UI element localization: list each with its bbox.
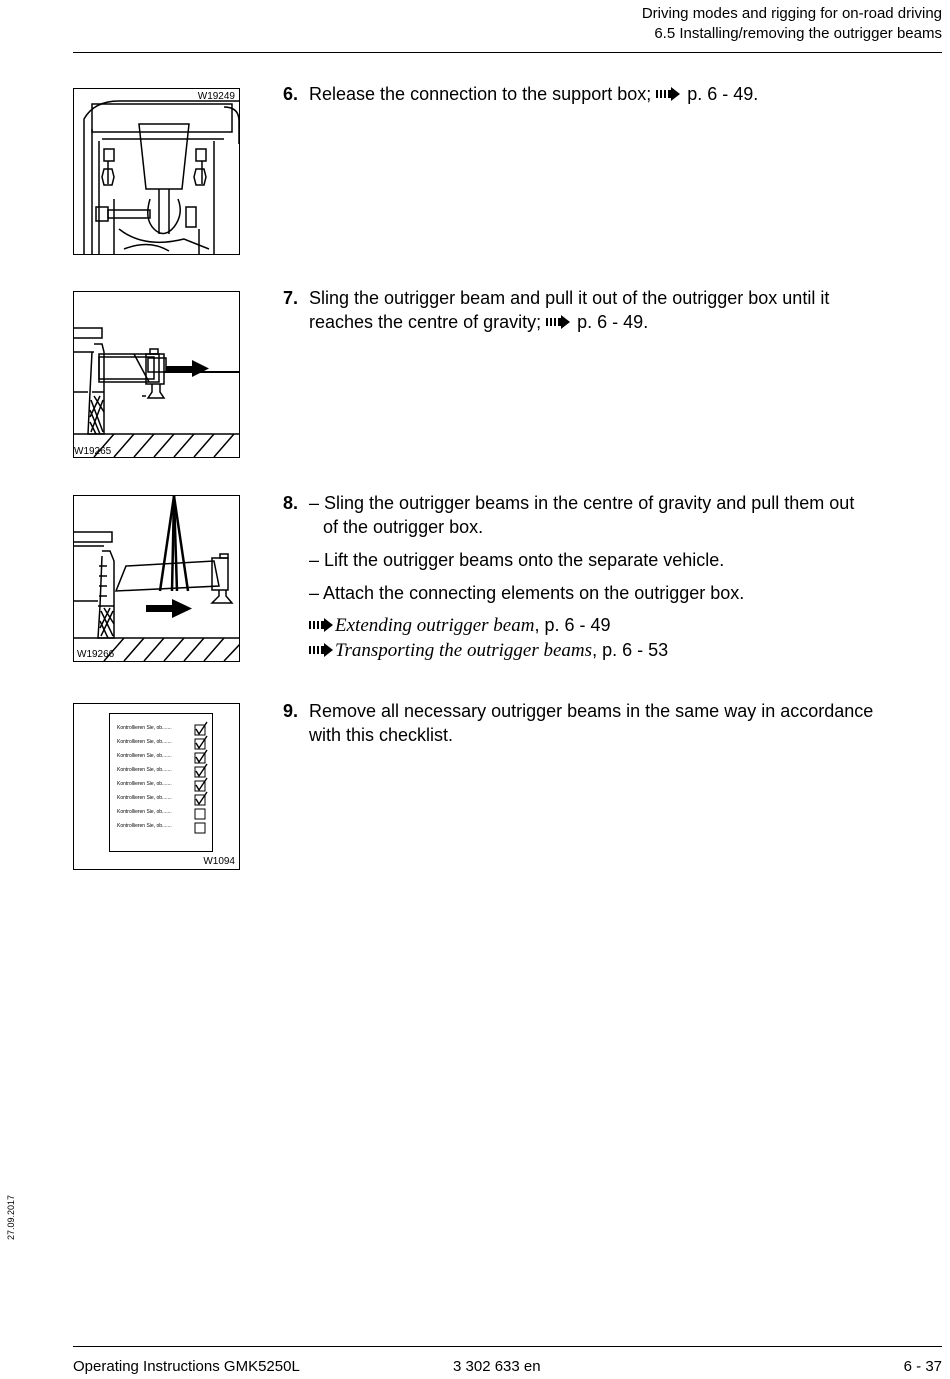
footer-rule <box>73 1346 942 1347</box>
step-number: 7. <box>283 288 299 308</box>
checklist-row <box>117 752 209 764</box>
figure-id: W19266 <box>77 649 115 660</box>
checklist-label: Kontrollieren Sie, ob....... <box>117 725 172 731</box>
reference-page: , p. 6 - 49 <box>534 615 611 635</box>
step-number: 8. <box>283 493 299 513</box>
figure-id: W1094 <box>203 856 235 867</box>
revision-date: 27.09.2017 <box>6 1194 16 1240</box>
support-box-connection-illustration <box>74 89 240 255</box>
figure-id: W19249 <box>197 91 235 102</box>
checklist-row <box>117 822 209 834</box>
reference-arrow-icon <box>309 618 333 632</box>
cross-reference-1[interactable] <box>309 613 611 638</box>
reference-arrow-icon <box>546 315 570 329</box>
checked-box-icon <box>194 750 208 764</box>
figure-step-6 <box>73 88 240 255</box>
step-text-line-2: with this checklist. <box>309 725 454 745</box>
empty-box-icon <box>194 820 208 834</box>
checklist-label: Kontrollieren Sie, ob....... <box>117 781 172 787</box>
outrigger-sling-lift-illustration <box>74 496 240 662</box>
checked-box-icon <box>194 722 208 736</box>
step-text-line-2: reaches the centre of gravity; <box>309 312 542 332</box>
step-8-substep-1 <box>309 491 854 539</box>
header-section: 6.5 Installing/removing the outrigger beams <box>654 25 942 42</box>
checklist-sheet <box>109 713 213 852</box>
step-text-line-1: Remove all necessary outrigger beams in the same way in accordance <box>309 701 874 721</box>
checklist-label: Kontrollieren Sie, ob....... <box>117 753 172 759</box>
cross-reference-2[interactable] <box>309 638 668 663</box>
checklist-row <box>117 808 209 820</box>
step-text-line-1: Sling the outrigger beam and pull it out of the outrigger box until it <box>309 288 830 308</box>
checklist-row <box>117 724 209 736</box>
header-rule <box>73 52 942 53</box>
page-header <box>642 4 942 44</box>
checklist-label: Kontrollieren Sie, ob....... <box>117 823 172 829</box>
page-reference-link[interactable]: p. 6 - 49. <box>687 84 759 104</box>
step-number: 9. <box>283 701 299 721</box>
reference-arrow-icon <box>309 643 333 657</box>
step-text: Release the connection to the support box; <box>309 84 652 104</box>
step-number: 6. <box>283 84 299 104</box>
figure-step-7 <box>73 291 240 458</box>
checklist-label: Kontrollieren Sie, ob....... <box>117 767 172 773</box>
reference-arrow-icon <box>656 87 680 101</box>
reference-title[interactable]: Transporting the outrigger beams <box>335 640 593 661</box>
step-8-substep-2: – Lift the outrigger beams onto the separate vehicle. <box>309 550 725 570</box>
checked-box-icon <box>194 792 208 806</box>
step-8-substep-3: – Attach the connecting elements on the outrigger box. <box>309 583 745 603</box>
checklist-label: Kontrollieren Sie, ob....... <box>117 809 172 815</box>
substep-line-2: of the outrigger box. <box>323 517 484 537</box>
checklist-row <box>117 780 209 792</box>
checklist-row <box>117 766 209 778</box>
checked-box-icon <box>194 764 208 778</box>
substep-line-1: – Sling the outrigger beams in the centre of gravity and pull them out <box>309 493 855 513</box>
figure-step-8 <box>73 495 240 662</box>
header-chapter: Driving modes and rigging for on-road driving <box>641 5 942 22</box>
reference-title[interactable]: Extending outrigger beam <box>335 615 535 636</box>
footer-page-number: 6 - 37 <box>903 1358 942 1375</box>
footer-document-number: 3 302 633 en <box>453 1358 541 1375</box>
checklist-row <box>117 738 209 750</box>
checklist-label: Kontrollieren Sie, ob....... <box>117 795 172 801</box>
checklist-label: Kontrollieren Sie, ob....... <box>117 739 172 745</box>
checked-box-icon <box>194 778 208 792</box>
empty-box-icon <box>194 806 208 820</box>
reference-page: , p. 6 - 53 <box>592 640 669 660</box>
checked-box-icon <box>194 736 208 750</box>
outrigger-pull-out-illustration <box>74 292 240 458</box>
checklist-row <box>117 794 209 806</box>
figure-step-9 <box>73 703 240 870</box>
footer-document-title: Operating Instructions GMK5250L <box>73 1358 300 1375</box>
page-reference-link[interactable]: p. 6 - 49. <box>577 312 649 332</box>
figure-id: W19265 <box>74 446 112 457</box>
